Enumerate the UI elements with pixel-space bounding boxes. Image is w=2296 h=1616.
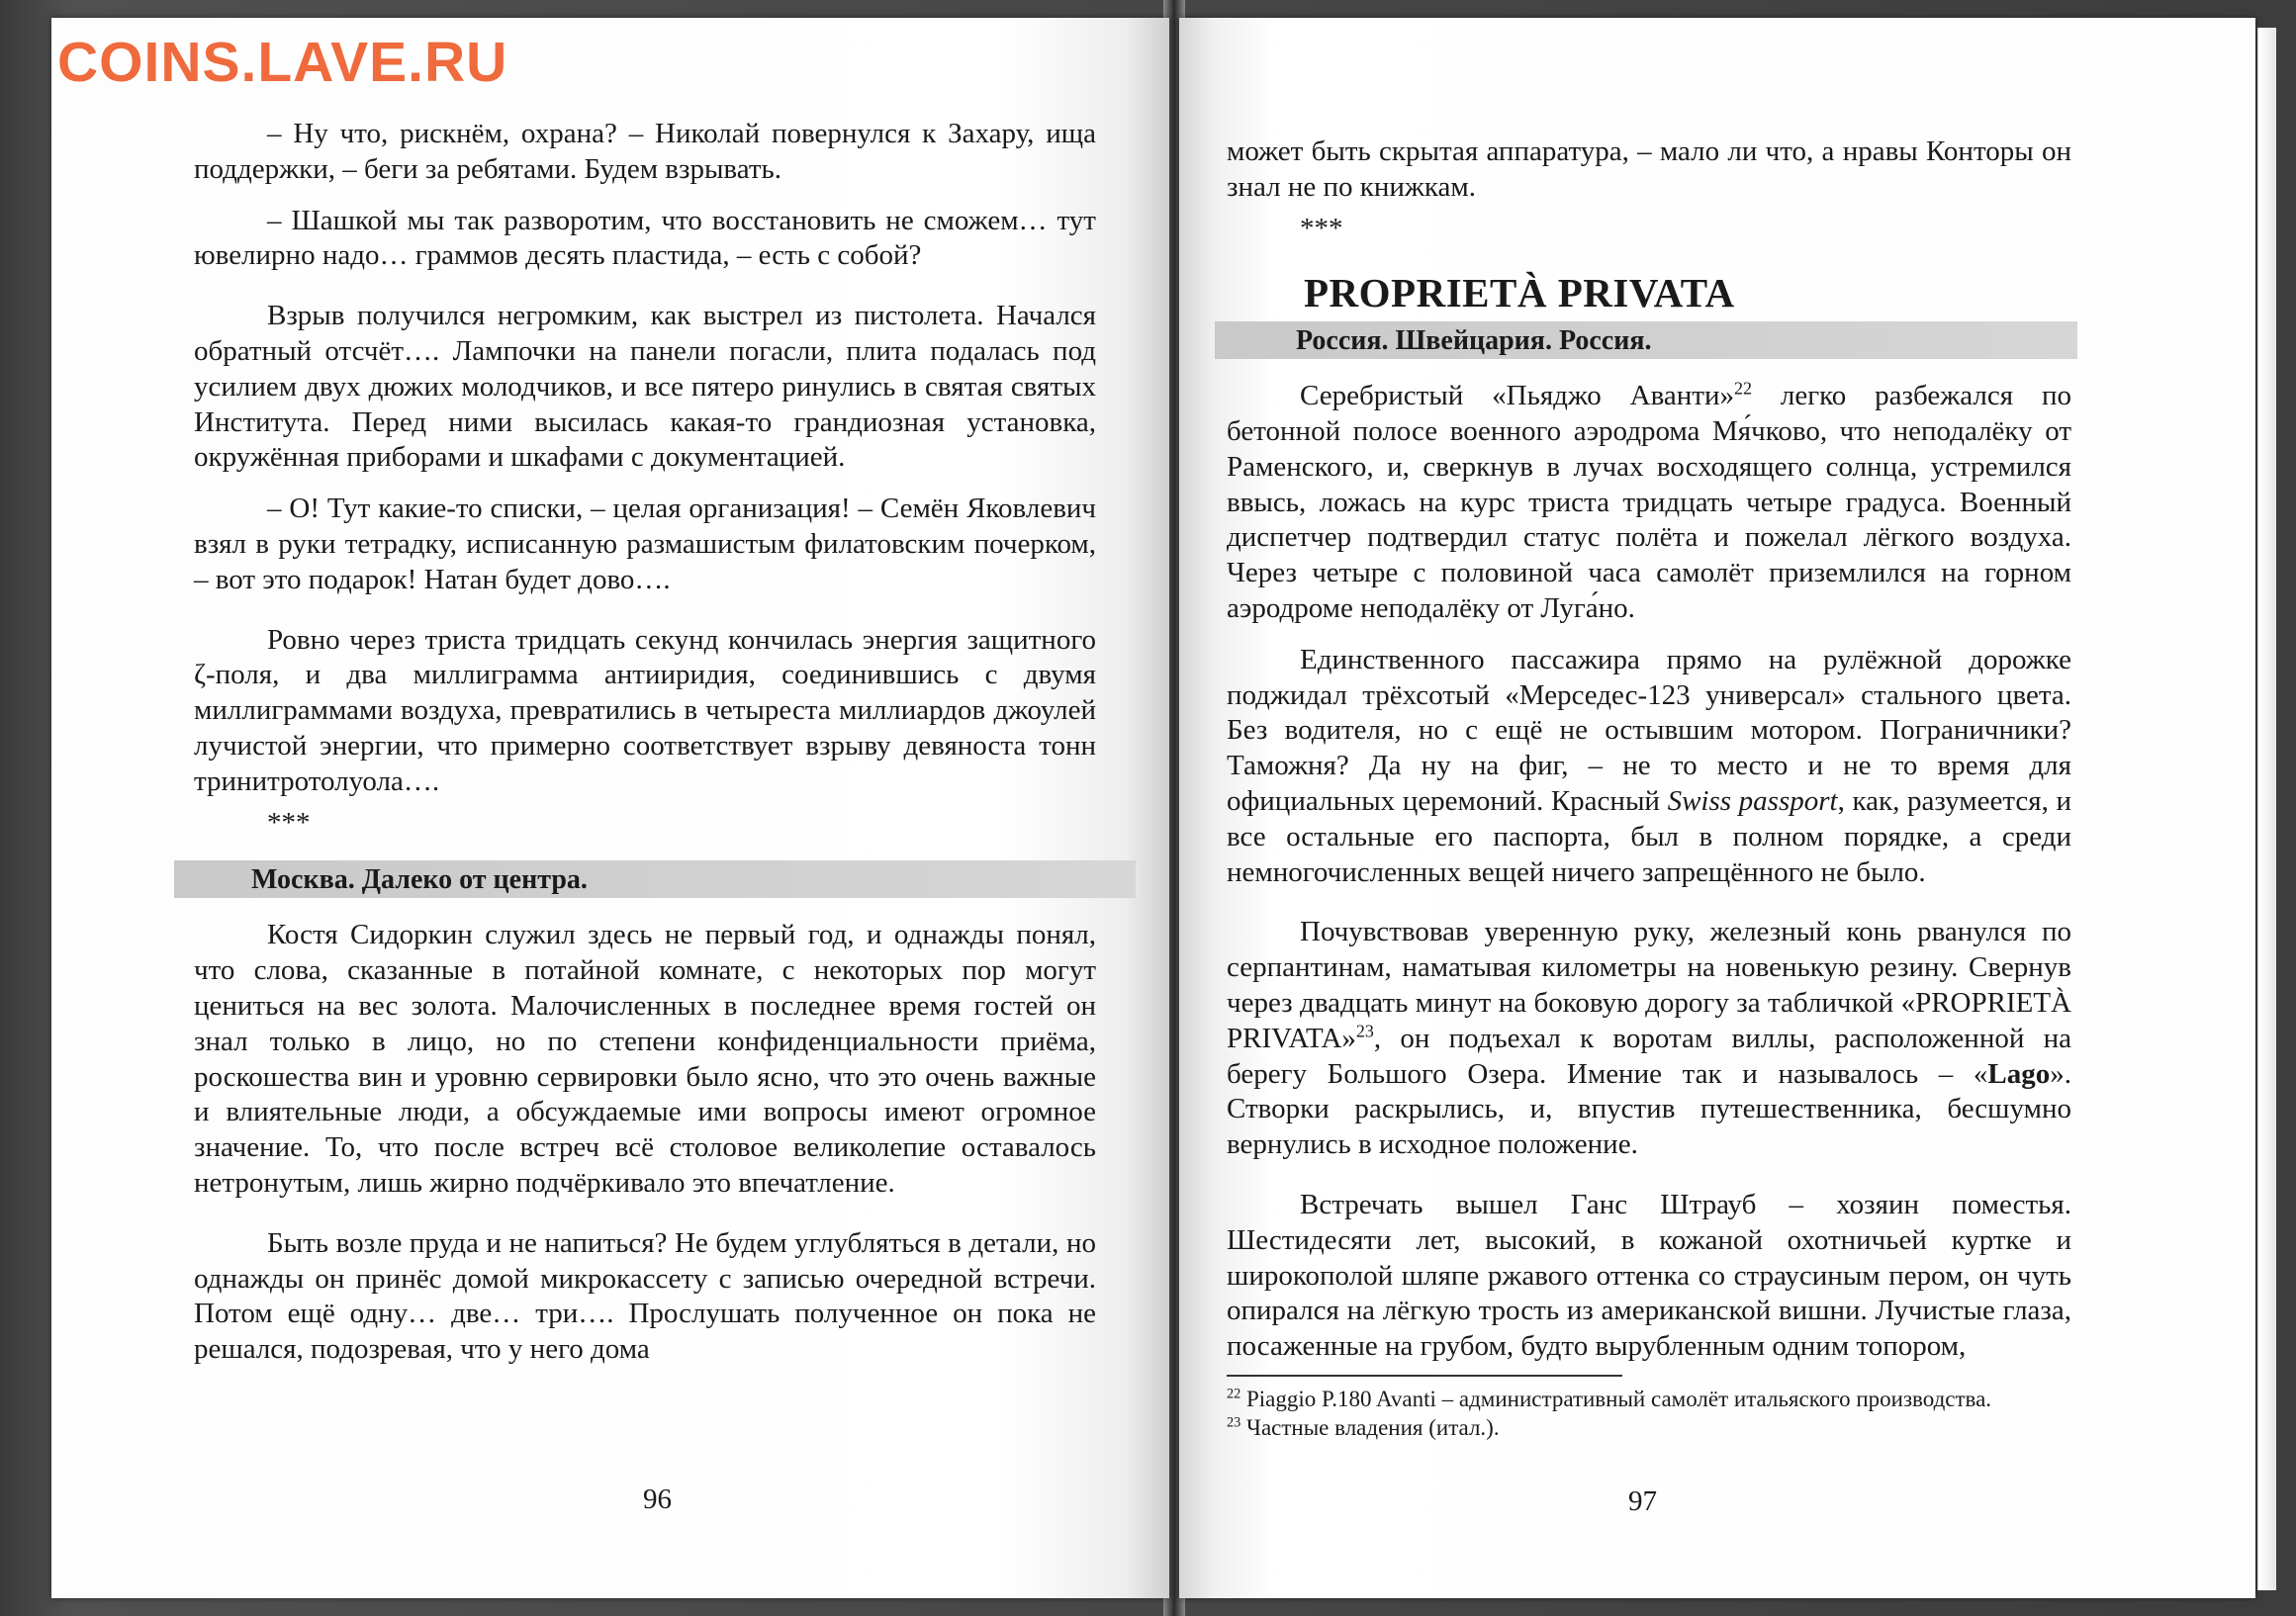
paragraph-text: Единственного пассажира прямо на рулёжной дорожке поджидал трёхсотый «Мерседес-123 универсал» стального цвета. Без водителя, но с ещё не остывшим мотором. Пограничники? Таможня? Да ну на фиг, – не то место и не то время для официальных церемоний. Красный — [1227, 643, 2071, 817]
watermark: COINS.LAVE.RU — [57, 31, 508, 94]
section-heading-band — [174, 860, 1136, 898]
section-heading: Москва. Далеко от центра. — [251, 864, 588, 896]
section-separator: *** — [267, 806, 311, 839]
paragraph: Костя Сидоркин служил здесь не первый год, и однажды понял, что слова, сказанные в потайной комнате, с некоторых пор могут цениться на вес золота. Малочисленных в последнее время гостей он знал только в лицо, но по степени конфиденциальности приёма, роскошества вин и уровню сервировки было ясно, что это очень важные и влиятельные люди, а обсуждаемые ими вопросы имеют огромное значение. То, что после встреч всё столовое великолепие оставалось нетронутым, лишь жирно подчёркивало это впечатление. — [194, 919, 1096, 1199]
paragraph-text: Серебристый «Пьяджо Аванти» — [1300, 380, 1734, 412]
paragraph: может быть скрытая аппаратура, – мало ли что, а нравы Конторы он знал не по книжкам. — [1227, 135, 2071, 203]
paragraph-text: , как, разумеется, и все остальные его паспорта, был в полном порядке, а среди немногочисленных вещей ничего запрещённого не было. — [1227, 784, 2071, 888]
left-page-text — [194, 117, 1096, 1368]
italic-text: Swiss passport — [1667, 784, 1838, 817]
footnote-text: Частные владения (итал.). — [1240, 1415, 1500, 1440]
paragraph: Ровно через триста тридцать секунд кончилась энергия защитного ζ-поля, и два миллиграмма антииридия, соединившись с двумя миллиграммами воздуха, превратились в четыреста миллиардов джоулей лучистой энергии, что примерно соответствует взрыву девяноста тонн тринитротолуола…. — [194, 623, 1096, 797]
paragraph: Встречать вышел Ганс Штрауб – хозяин поместья. Шестидесяти лет, высокий, в кожаной охотничьей куртке и широкополой шляпе ржавого оттенка со страусиным пером, он чуть опирался на лёгкую трость из американской вишни. Лучистые глаза, посаженные на грубом, будто вырубленным одним топором, — [1227, 1188, 2071, 1363]
page-edge — [2257, 28, 2276, 1590]
footnotes — [1227, 1385, 2071, 1442]
bold-text: Lago — [1987, 1057, 2051, 1090]
footnote — [1227, 1385, 2071, 1413]
section-separator: *** — [1300, 212, 1343, 244]
paragraph: Быть возле пруда и не напиться? Не будем углубляться в детали, но однажды он принёс домой микрокассету с записью очередной встречи. Потом ещё одну… две… три…. Прослушать полученное он пока не решался, подозревая, что у него дома — [194, 1226, 1096, 1366]
paragraph-text: Почувствовав уверенную руку, железный конь рванулся по серпантинам, наматывая километры на новенькую резину. Свернув через двадцать минут на боковую дорогу за табличкой «PROPRIETÀ PRIVATA» — [1227, 916, 2071, 1054]
paragraph-text: , он подъехал к воротам виллы, расположенной на берегу Большого Озера. Имение так и называлось – « — [1227, 1022, 2071, 1090]
footnote-text: Piaggio P.180 Avanti – административный самолёт итальяского производства. — [1240, 1387, 1992, 1411]
paragraph: – Шашкой мы так разворотим, что восстановить не сможем… тут ювелирно надо… граммов десять пластида, – есть с собой? — [194, 204, 1096, 272]
page-number-right: 97 — [1628, 1485, 1657, 1517]
footnote-ref: 22 — [1734, 378, 1752, 399]
section-heading: Россия. Швейцария. Россия. — [1296, 325, 1652, 357]
section-heading-band — [1215, 321, 2077, 359]
paragraph — [1227, 379, 2071, 627]
paragraph — [1227, 643, 2071, 891]
paragraph: – О! Тут какие-то списки, – целая организация! – Семён Яковлевич взял в руки тетрадку, исписанную размашистым филатовским почерком, – вот это подарок! Натан будет дово…. — [194, 493, 1096, 595]
paragraph-text: ». Створки раскрылись, и, впустив путешественника, бесшумно вернулись в исходное положение. — [1227, 1057, 2071, 1161]
paragraph — [1227, 915, 2071, 1163]
footnote — [1227, 1413, 2071, 1442]
page-number-left: 96 — [643, 1483, 672, 1515]
right-page-text — [1227, 135, 2071, 1365]
footnote-number: 23 — [1227, 1414, 1241, 1431]
footnote-divider — [1227, 1375, 1622, 1377]
paragraph: Взрыв получился негромким, как выстрел из пистолета. Начался обратный отсчёт…. Лампочки на панели погасли, плита подалась под усилием двух дюжих молодчиков, и все пятеро ринулись в святая святых Института. Перед ними высилась какая-то грандиозная установка, окружённая приборами и шкафами с документацией. — [194, 300, 1096, 474]
paragraph-text: легко разбежался по бетонной полосе военного аэродрома Мя́чково, что неподалёку от Раменского, и, сверкнув в лучах восходящего солнца, устремился ввысь, ложась на курс триста тридцать четыре градуса. Военный диспетчер подтвердил статус полёта и пожелал лёгкого воздуха. Через четыре с половиной часа самолёт приземлился на горном аэродроме неподалёку от Луга́но. — [1227, 380, 2071, 624]
chapter-title: PROPRIETÀ PRIVATA — [1304, 270, 1735, 316]
paragraph: – Ну что, рискнём, охрана? – Николай повернулся к Захару, ища поддержки, – беги за ребятами. Будем взрывать. — [194, 118, 1096, 185]
footnote-number: 22 — [1227, 1386, 1241, 1402]
footnote-ref: 23 — [1355, 1021, 1374, 1041]
